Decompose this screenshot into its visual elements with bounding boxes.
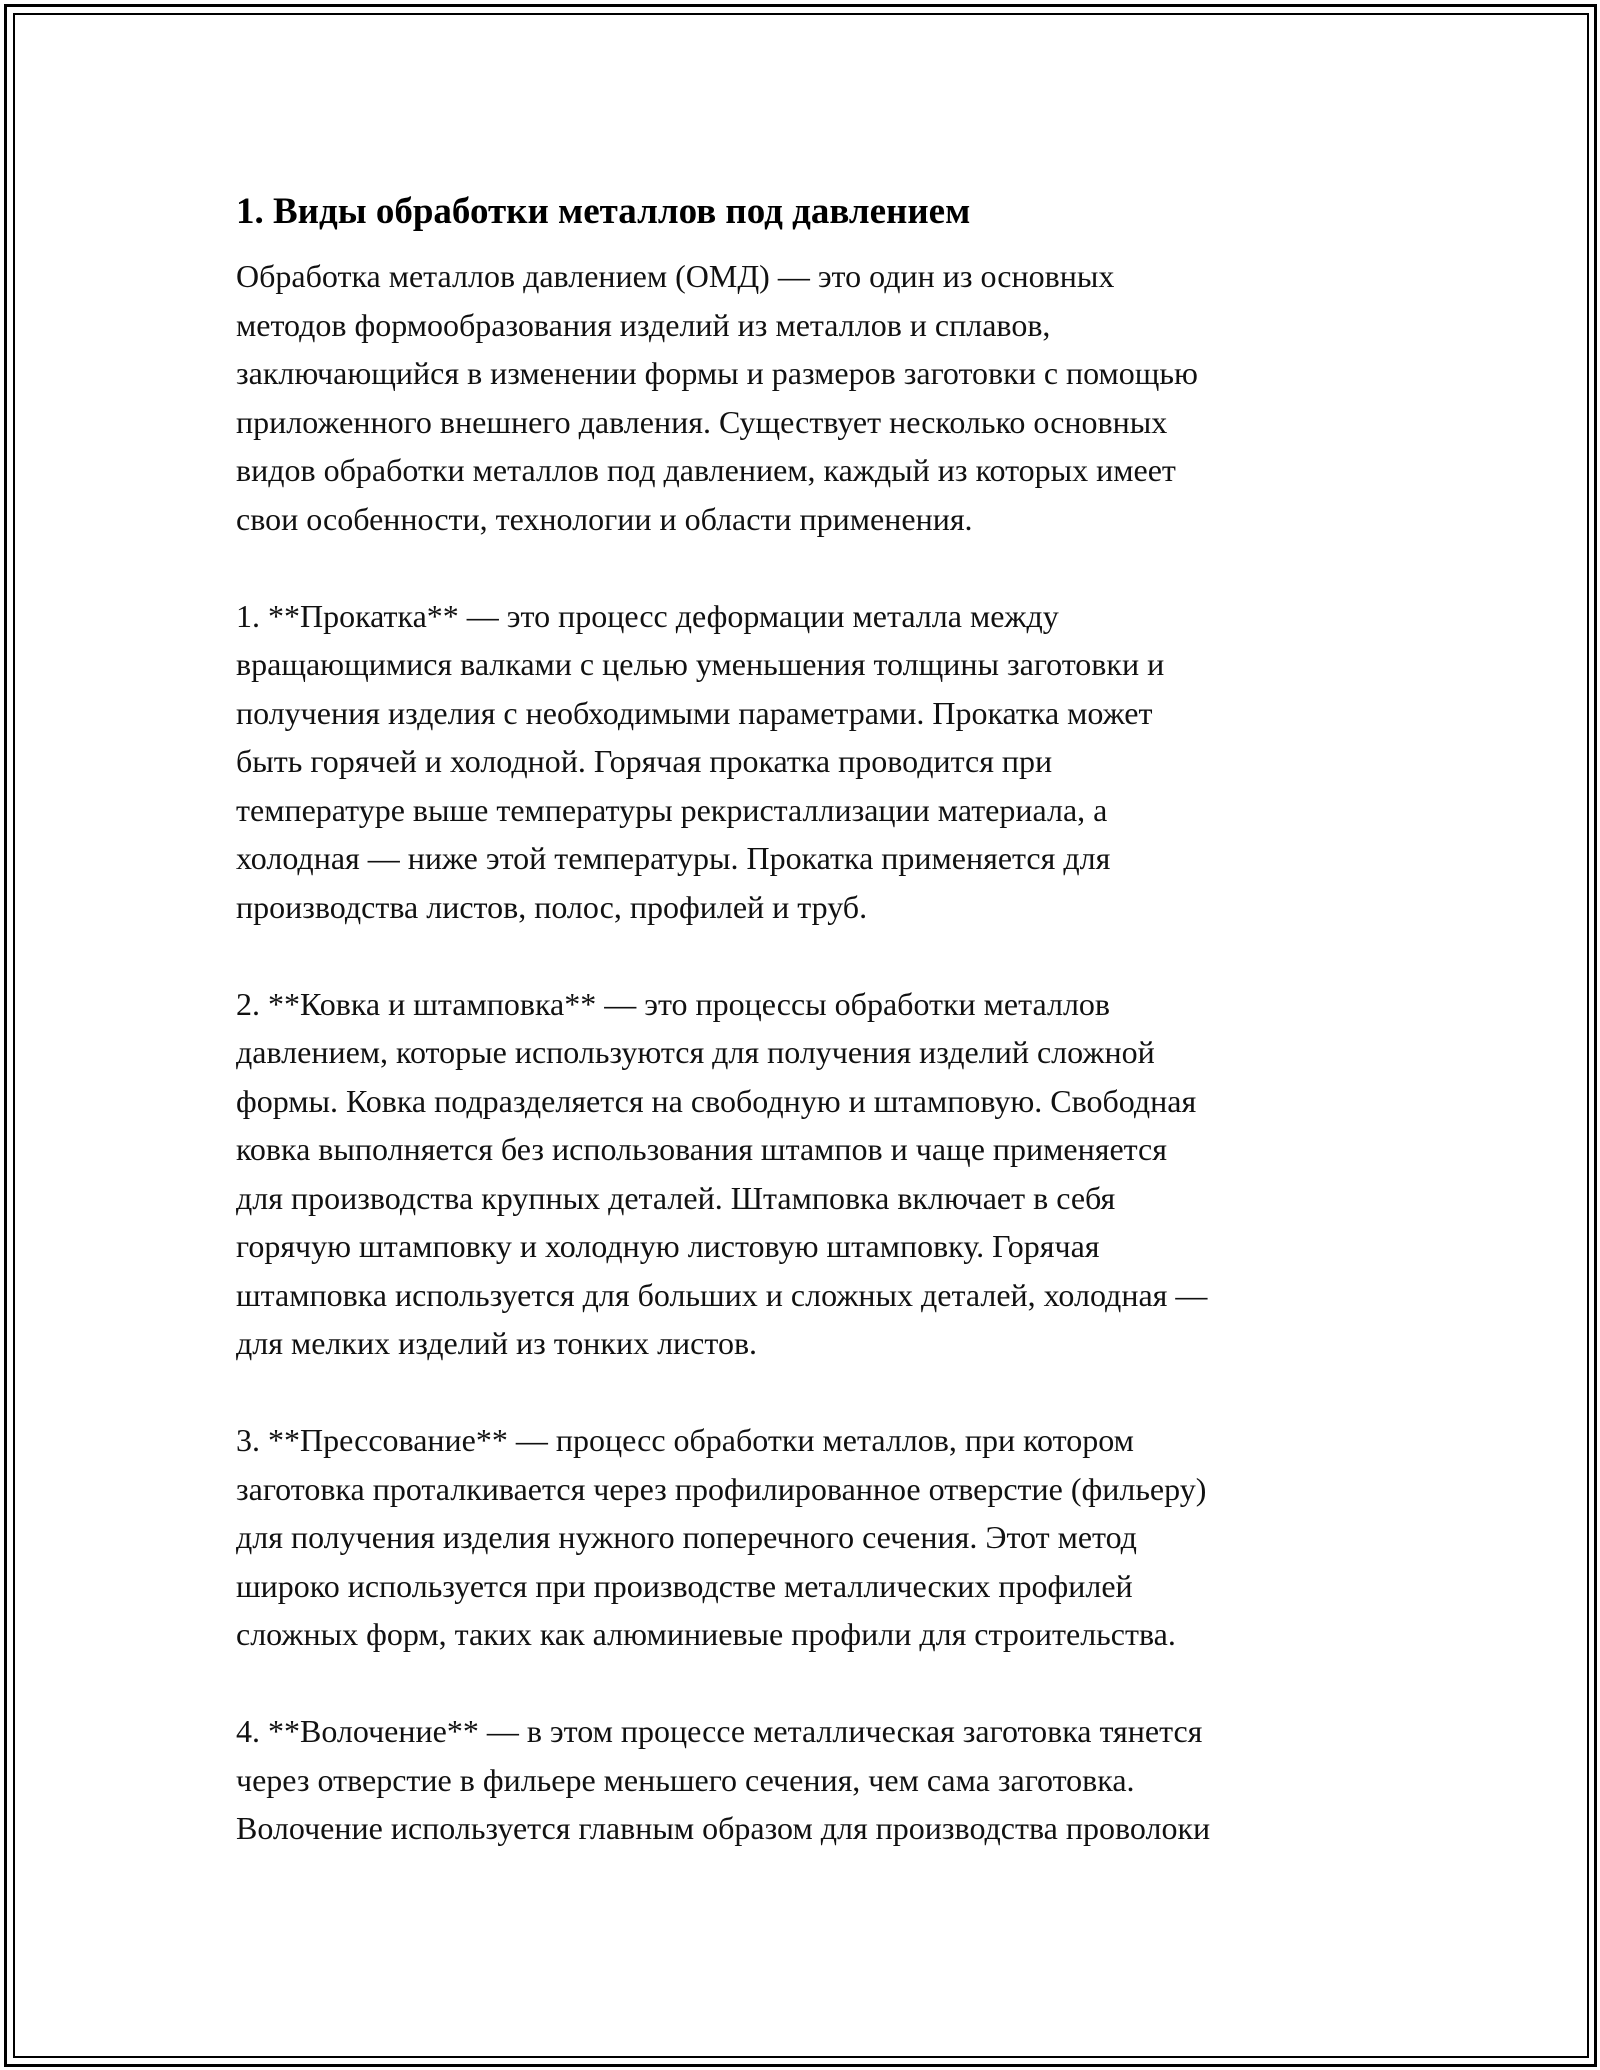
text-line: Обработка металлов давлением (ОМД) — это один из основных: [236, 258, 1115, 294]
section-heading: 1. Виды обработки металлов под давлением: [236, 191, 971, 232]
text-line: для мелких изделий из тонких листов.: [236, 1325, 758, 1361]
text-line: сложных форм, таких как алюминиевые профили для строительства.: [236, 1616, 1176, 1652]
text-line: быть горячей и холодной. Горячая прокатка проводится при: [236, 743, 1053, 779]
paragraph: [236, 252, 1376, 543]
text-line: через отверстие в фильере меньшего сечения, чем сама заготовка.: [236, 1761, 1135, 1798]
text-line: Волочение используется главным образом для производства проволоки: [236, 1810, 1211, 1846]
text-line: давлением, которые используются для получения изделий сложной: [236, 1034, 1155, 1070]
text-line: заготовка проталкивается через профилированное отверстие (фильеру): [236, 1470, 1207, 1507]
text-line: свои особенности, технологии и области применения.: [236, 500, 973, 537]
text-line: 3. **Прессование** — процесс обработки металлов, при котором: [236, 1422, 1134, 1458]
text-line: формы. Ковка подразделяется на свободную и штамповую. Свободная: [236, 1082, 1197, 1119]
text-line: 4. **Волочение** — в этом процессе металлическая заготовка тянется: [236, 1713, 1203, 1749]
text-line: ковка выполняется без использования штампов и чаще применяется: [236, 1131, 1167, 1167]
text-line: видов обработки металлов под давлением, каждый из которых имеет: [236, 452, 1176, 488]
text-line: 1. **Прокатка** — это процесс деформации металла между: [236, 597, 1059, 634]
text-line: приложенного внешнего давления. Существует несколько основных: [236, 403, 1168, 440]
text-line: заключающийся в изменении формы и размеров заготовки с помощью: [236, 355, 1198, 391]
text-line: методов формообразования изделий из металлов и сплавов,: [236, 306, 1051, 343]
text-line: вращающимися валками с целью уменьшения толщины заготовки и: [236, 646, 1165, 682]
text-line: для получения изделия нужного поперечного сечения. Этот метод: [236, 1519, 1137, 1555]
text-line: для производства крупных деталей. Штамповка включает в себя: [236, 1179, 1116, 1216]
text-line: горячую штамповку и холодную листовую штамповку. Горячая: [236, 1228, 1100, 1264]
paragraph: [236, 592, 1376, 932]
text-line: получения изделия с необходимыми параметрами. Прокатка может: [236, 694, 1153, 731]
paragraph-list: [236, 252, 1376, 1853]
text-line: 2. **Ковка и штамповка** — это процессы обработки металлов: [236, 985, 1111, 1022]
paragraph: [236, 1707, 1376, 1853]
text-line: холодная — ниже этой температуры. Прокатка применяется для: [236, 840, 1111, 876]
text-line: производства листов, полос, профилей и труб.: [236, 888, 868, 925]
paragraph: [236, 1416, 1376, 1659]
text-line: широко используется при производстве металлических профилей: [236, 1567, 1133, 1604]
paragraph: [236, 980, 1376, 1368]
text-line: температуре выше температуры рекристаллизации материала, а: [236, 791, 1108, 828]
document-body: [236, 188, 1376, 1901]
text-line: штамповка используется для больших и сложных деталей, холодная —: [236, 1276, 1208, 1313]
